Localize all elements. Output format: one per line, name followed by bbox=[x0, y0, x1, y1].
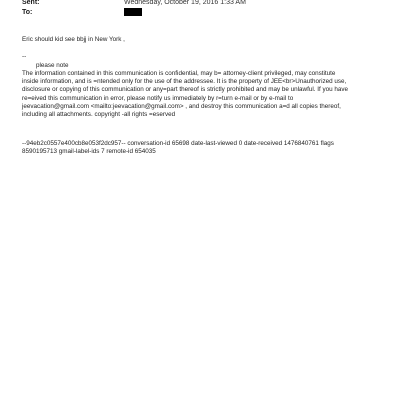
disclaimer-line: inside information, and is =ntended only for the use of the addressee. It is the property of JEE<br>Unauthorized use, bbox=[22, 78, 347, 86]
sent-label: Sent: bbox=[22, 0, 40, 6]
disclaimer-line: re=eived this communication in error, please notify us immediately by r=turn e-mail or by e-mail to bbox=[22, 94, 294, 102]
note-label: please note bbox=[36, 62, 69, 69]
metadata-line: --94eb2c0557e400cb8e053f2dc957-- conversation-id 65698 date-last-viewed 0 date-received 1476840761 flags bbox=[22, 140, 334, 147]
metadata-line: 8590195713 gmail-label-ids 7 remote-id 654035 bbox=[22, 148, 156, 156]
disclaimer-line: The information contained in this communication is confidential, may b= attorney-client privileged, may constitute bbox=[22, 70, 336, 77]
disclaimer-line: jeevacation@gmail.com <mailto:jeevacation@gmail.com> , and destroy this communication a=d all copies thereof, bbox=[22, 102, 341, 110]
greeting-line: Eric should kid see bbjj in New York , bbox=[22, 36, 125, 43]
disclaimer bbox=[22, 70, 382, 119]
separator: -- bbox=[22, 53, 27, 60]
disclaimer-line: disclosure or copying of this communication or any=part thereof is strictly prohibited and may be unlawful. If you have bbox=[22, 86, 349, 94]
redacted-recipient bbox=[124, 8, 142, 16]
disclaimer-line: including all attachments. copyright -all rights =eserved bbox=[22, 111, 176, 119]
message-metadata bbox=[22, 140, 382, 156]
to-label: To: bbox=[22, 9, 33, 16]
sent-date: Wednesday, October 19, 2016 1:33 AM bbox=[124, 0, 246, 6]
